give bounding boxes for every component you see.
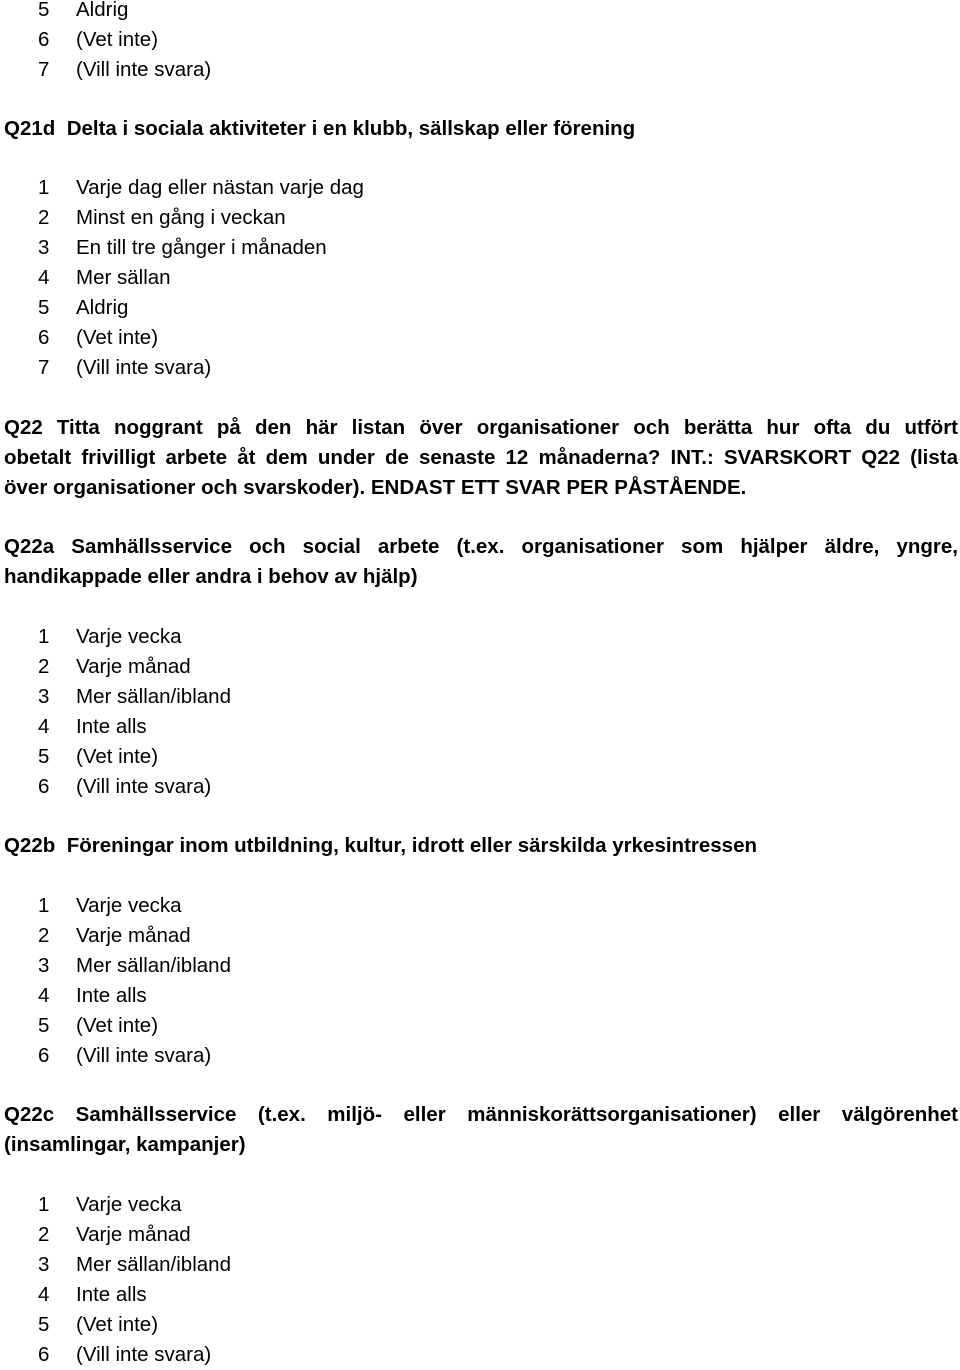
answer-option [4,1220,191,1250]
option-label: En till tre gånger i månaden [76,236,327,259]
option-label: Varje vecka [76,894,182,917]
answer-option [4,1190,182,1220]
option-number: 3 [38,1253,50,1276]
question-id: Q22b [4,834,56,857]
option-label: (Vill inte svara) [76,1343,212,1366]
question-id: Q21d [4,117,56,140]
option-number: 1 [38,1193,50,1216]
option-number: 1 [38,176,50,199]
option-label: Inte alls [76,984,147,1007]
question-text: Föreningar inom utbildning, kultur, idrott eller särskilda yrkesintressen [66,834,758,857]
answer-option [4,1041,211,1071]
option-label: Mer sällan/ibland [76,685,231,708]
option-number: 2 [38,206,50,229]
question-heading-q22a-line1: Q22a Samhällsservice och social arbete (t.ex. organisationer som hjälper äldre, yngre, [4,535,958,558]
question-heading-q21d [4,114,635,144]
option-number: 6 [38,1044,50,1067]
question-heading-q22a-line2: handikappade eller andra i behov av hjälp) [4,565,418,588]
option-number: 2 [38,1223,50,1246]
answer-option [4,772,211,802]
option-label: Aldrig [76,0,129,21]
question-heading-q22c-line1: Q22c Samhällsservice (t.ex. miljö- eller människorättsorganisationer) eller välgörenhet [4,1103,958,1126]
answer-option [4,1250,231,1280]
option-label: Varje månad [76,655,191,678]
answer-option [4,921,191,951]
option-number: 6 [38,28,50,51]
option-number: 4 [38,715,50,738]
option-number: 6 [38,775,50,798]
option-label: Varje månad [76,1223,191,1246]
answer-option [4,25,158,55]
answer-option [4,891,182,921]
answer-option [4,233,327,263]
answer-option [4,323,158,353]
option-number: 3 [38,685,50,708]
option-number: 4 [38,266,50,289]
option-label: (Vet inte) [76,1014,159,1037]
question-heading-q22b [4,831,757,861]
option-number: 5 [38,0,50,21]
option-number: 5 [38,1313,50,1336]
option-label: (Vet inte) [76,28,159,51]
option-label: Aldrig [76,296,129,319]
option-label: Varje dag eller nästan varje dag [76,176,364,199]
option-label: (Vill inte svara) [76,356,212,379]
option-number: 5 [38,745,50,768]
option-number: 3 [38,236,50,259]
answer-option [4,203,286,233]
option-number: 4 [38,984,50,1007]
option-number: 7 [38,58,50,81]
option-label: Inte alls [76,1283,147,1306]
answer-option [4,173,364,203]
option-label: (Vill inte svara) [76,58,212,81]
question-heading-q22-line3: över organisationer och svarskoder). ENDAST ETT SVAR PER PÅSTÅENDE. [4,476,747,499]
option-number: 4 [38,1283,50,1306]
option-label: (Vet inte) [76,1313,159,1336]
option-label: (Vill inte svara) [76,1044,212,1067]
option-number: 5 [38,296,50,319]
answer-option [4,981,147,1011]
answer-option [4,622,182,652]
option-number: 2 [38,655,50,678]
answer-option [4,1340,211,1370]
option-label: Mer sällan [76,266,171,289]
answer-option [4,55,211,85]
option-label: Mer sällan/ibland [76,954,231,977]
option-label: Inte alls [76,715,147,738]
answer-option [4,712,147,742]
answer-option [4,1011,158,1041]
option-number: 2 [38,924,50,947]
question-text: Delta i sociala aktiviteter i en klubb, sällskap eller förening [66,117,636,140]
answer-option [4,263,171,293]
answer-option [4,682,231,712]
answer-option [4,1280,147,1310]
question-heading-q22-line2: obetalt frivilligt arbete åt dem under de senaste 12 månaderna? INT.: SVARSKORT Q22 (lista [4,446,958,469]
option-label: (Vet inte) [76,326,159,349]
answer-option [4,1310,158,1340]
option-label: Varje månad [76,924,191,947]
option-label: Varje vecka [76,1193,182,1216]
option-label: Mer sällan/ibland [76,1253,231,1276]
option-number: 1 [38,625,50,648]
answer-option [4,353,211,383]
answer-option [4,951,231,981]
answer-option [4,652,191,682]
option-number: 6 [38,326,50,349]
option-label: Varje vecka [76,625,182,648]
option-number: 5 [38,1014,50,1037]
question-heading-q22-line1: Q22 Titta noggrant på den här listan över organisationer och berätta hur ofta du utfört [4,416,958,439]
option-label: (Vill inte svara) [76,775,212,798]
option-label: Minst en gång i veckan [76,206,286,229]
option-number: 7 [38,356,50,379]
option-number: 1 [38,894,50,917]
answer-option [4,293,128,323]
question-heading-q22c-line2: (insamlingar, kampanjer) [4,1133,246,1156]
answer-option [4,742,158,772]
option-number: 3 [38,954,50,977]
option-number: 6 [38,1343,50,1366]
answer-option [4,0,128,25]
option-label: (Vet inte) [76,745,159,768]
